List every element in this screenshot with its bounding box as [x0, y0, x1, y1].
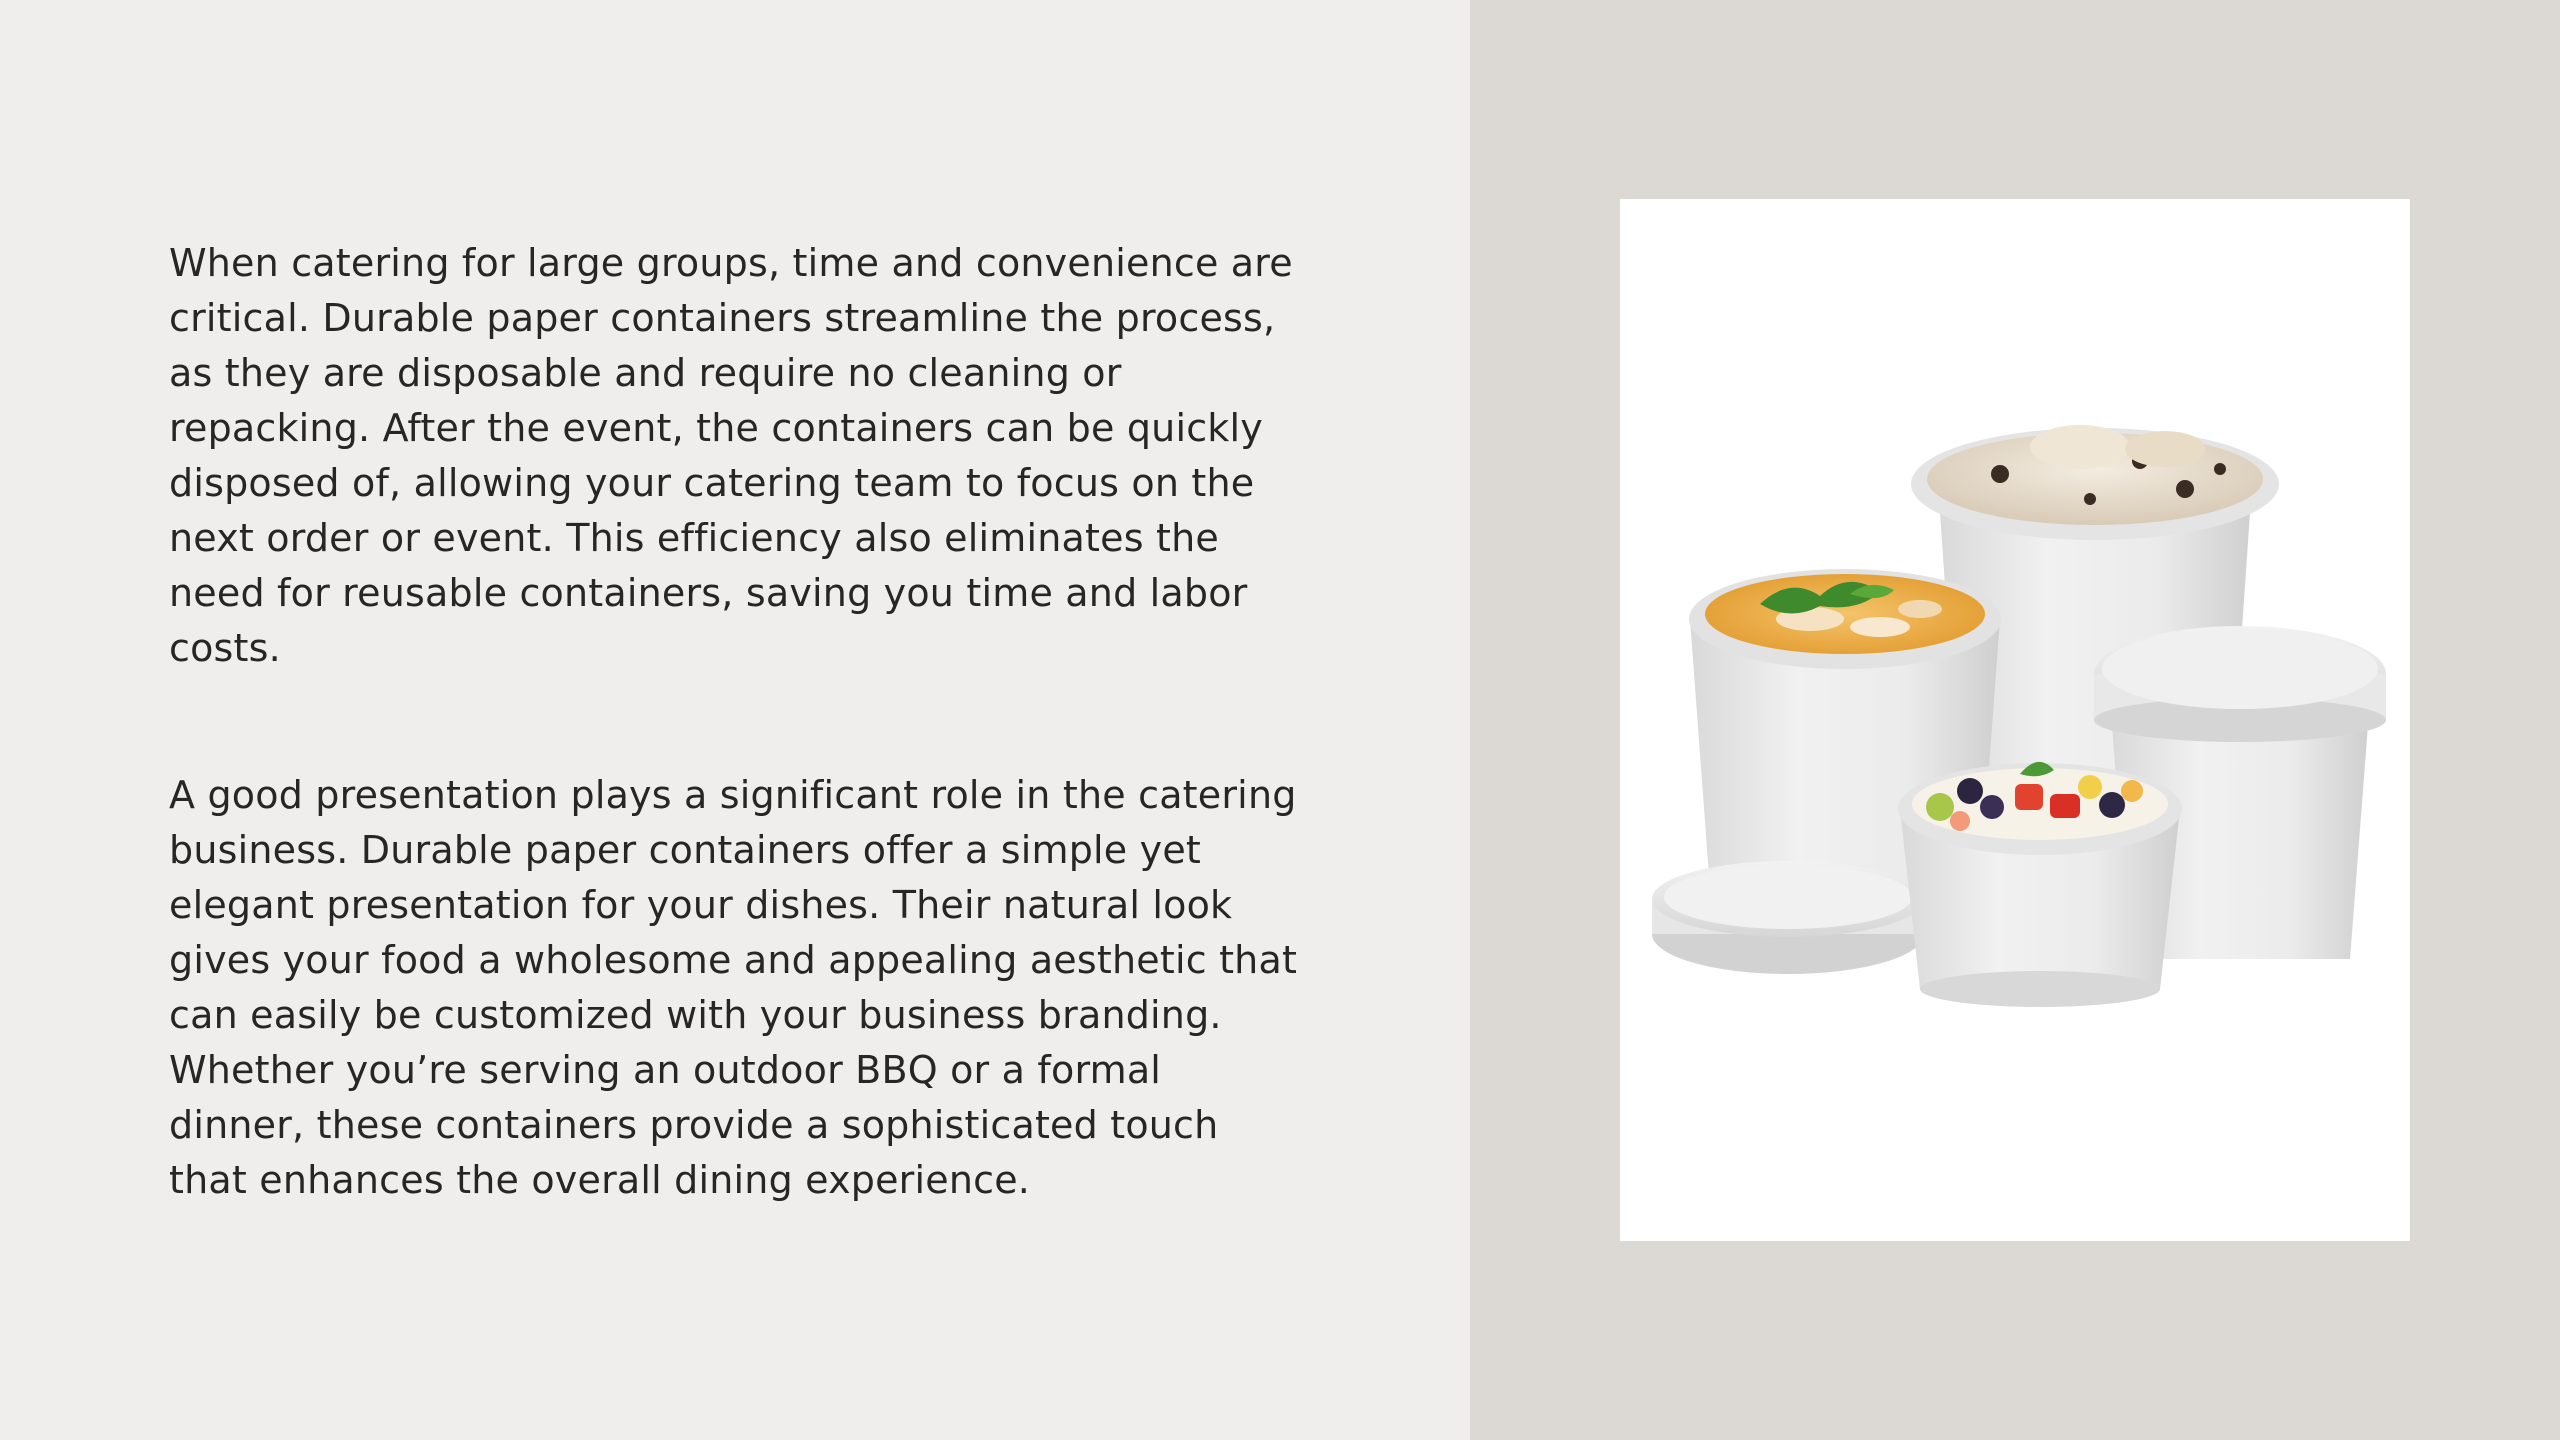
paragraph-presentation: A good presentation plays a significant role in the catering business. Durable paper containers offer a simple yet elegant presentation for your dishes. Their natural look gives your food a wholesome and appealing aesthetic that can easily be customized with your business branding. Whether you’re serving an outdoor BBQ or a formal dinner, these containers provide a sophisticated touch that enhances the overall dining experience.: [169, 773, 1298, 1202]
paragraph-catering-convenience: When catering for large groups, time and convenience are critical. Durable paper containers streamline the process, as they are disposable and require no cleaning or repacking. After the event, the containers can be quickly disposed of, allowing your catering team to focus on the next order or event. This efficiency also eliminates the need for reusable containers, saving you time and labor costs.: [169, 241, 1293, 670]
loose-lid: [1652, 861, 1924, 974]
paper-containers-illustration: [1620, 199, 2410, 1241]
fruit-cup: [1898, 762, 2182, 1007]
product-photo: [1620, 199, 2410, 1241]
